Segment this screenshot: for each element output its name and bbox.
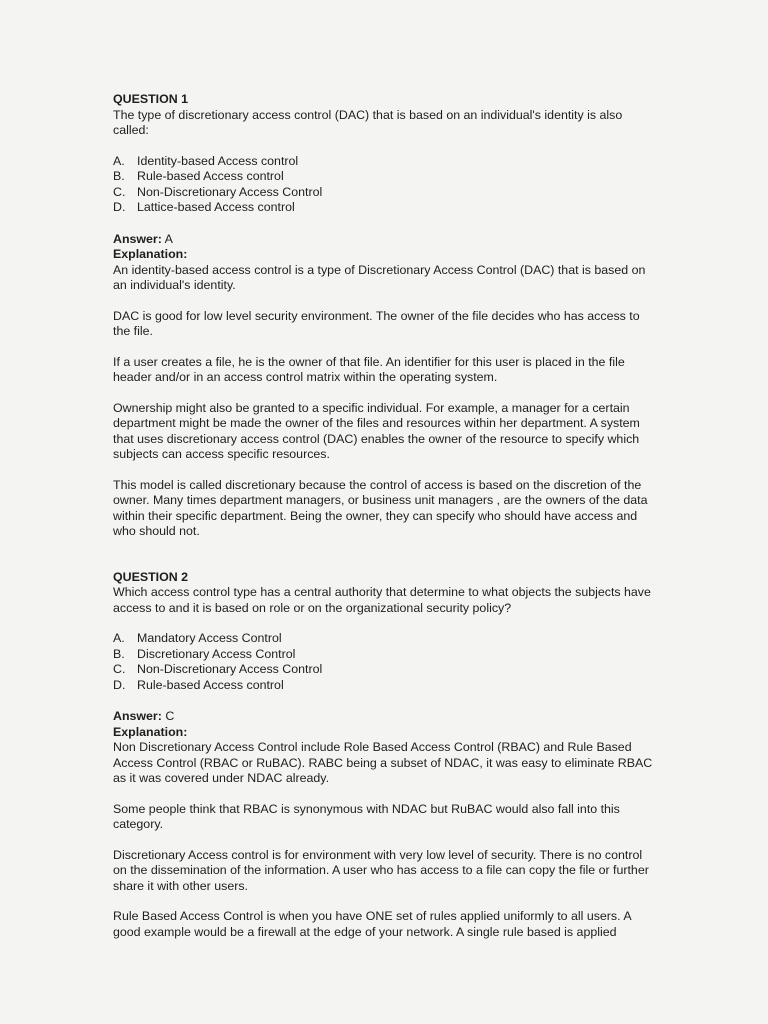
answer-label: Answer: — [113, 709, 162, 723]
explanation-paragraph: If a user creates a file, he is the owner of that file. An identifier for this user is placed in the file header and/or in an access control matrix within the operating system. — [113, 354, 625, 384]
option-item — [113, 185, 658, 201]
answer-options — [113, 154, 658, 216]
explanation-paragraph: Discretionary Access control is for environment with very low level of security. There is no control on the dissemination of the information. A user who has access to a file can copy the file or further share it with other users. — [113, 847, 649, 893]
option-letter: D. — [113, 200, 126, 214]
option-letter: A. — [113, 153, 125, 168]
option-text: Rule-based Access control — [137, 677, 284, 692]
explanation-paragraph: Some people think that RBAC is synonymous with NDAC but RuBAC would also fall into this category. — [113, 801, 620, 831]
explanation-paragraph: An identity-based access control is a type of Discretionary Access Control (DAC) that is based on an individual's identity. — [113, 262, 646, 292]
explanation-paragraph: This model is called discretionary because the control of access is based on the discretion of the owner. Many times department managers, or business unit managers , are the owners of the data within their specific department. Being the owner, they can specify who should have access and who should not. — [113, 477, 648, 538]
option-letter: B. — [113, 646, 125, 661]
question-heading: QUESTION 2 — [113, 569, 189, 584]
explanation-paragraph: Non Discretionary Access Control include Role Based Access Control (RBAC) and Rule Based Access Control (RBAC or RuBAC). RABC being a subset of NDAC, it was easy to eliminate RBAC as it was covered under NDAC already. — [113, 740, 653, 785]
question-1 — [113, 92, 658, 540]
option-letter: C. — [113, 184, 126, 199]
answer-options — [113, 631, 658, 693]
option-letter: A. — [113, 631, 125, 645]
answer-value: A — [161, 231, 173, 246]
explanation-label: Explanation: — [113, 247, 188, 261]
option-text: Discretionary Access Control — [137, 646, 296, 661]
question-prompt: The type of discretionary access control (DAC) that is based on an individual's identity is also called: — [113, 107, 623, 137]
option-item — [113, 154, 658, 170]
option-item — [113, 200, 658, 216]
option-text: Mandatory Access Control — [137, 631, 282, 645]
document-content — [113, 92, 658, 940]
option-item — [113, 631, 658, 647]
explanation-paragraph: DAC is good for low level security environment. The owner of the file decides who has access to the file. — [113, 308, 640, 338]
option-text: Rule-based Access control — [137, 169, 284, 183]
answer-value: C — [161, 709, 175, 723]
option-text: Non-Discretionary Access Control — [137, 662, 323, 676]
option-letter: C. — [113, 662, 126, 676]
option-text: Non-Discretionary Access Control — [137, 184, 323, 199]
answer-label: Answer: — [113, 231, 162, 246]
question-2 — [113, 570, 658, 941]
question-prompt: Which access control type has a central authority that determine to what objects the subjects have access to and it is based on role or on the organizational security policy? — [113, 585, 651, 615]
explanation-paragraph: Ownership might also be granted to a specific individual. For example, a manager for a certain department might be made the owner of the files and resources within her department. A system that uses discretionary access control (DAC) enables the owner of the resource to specify which subjects can access specific resources. — [113, 400, 640, 461]
option-item — [113, 662, 658, 678]
question-heading: QUESTION 1 — [113, 92, 189, 106]
answer-line — [113, 232, 658, 248]
option-text: Identity-based Access control — [137, 153, 299, 168]
option-item — [113, 169, 658, 185]
option-item — [113, 678, 658, 694]
option-item — [113, 647, 658, 663]
answer-line — [113, 709, 658, 725]
explanation-paragraph: Rule Based Access Control is when you have ONE set of rules applied uniformly to all users. A good example would be a firewall at the edge of your network. A single rule based is applied — [113, 909, 631, 939]
option-letter: D. — [113, 677, 126, 692]
option-text: Lattice-based Access control — [137, 200, 295, 214]
option-letter: B. — [113, 169, 125, 183]
explanation-label: Explanation: — [113, 724, 188, 739]
